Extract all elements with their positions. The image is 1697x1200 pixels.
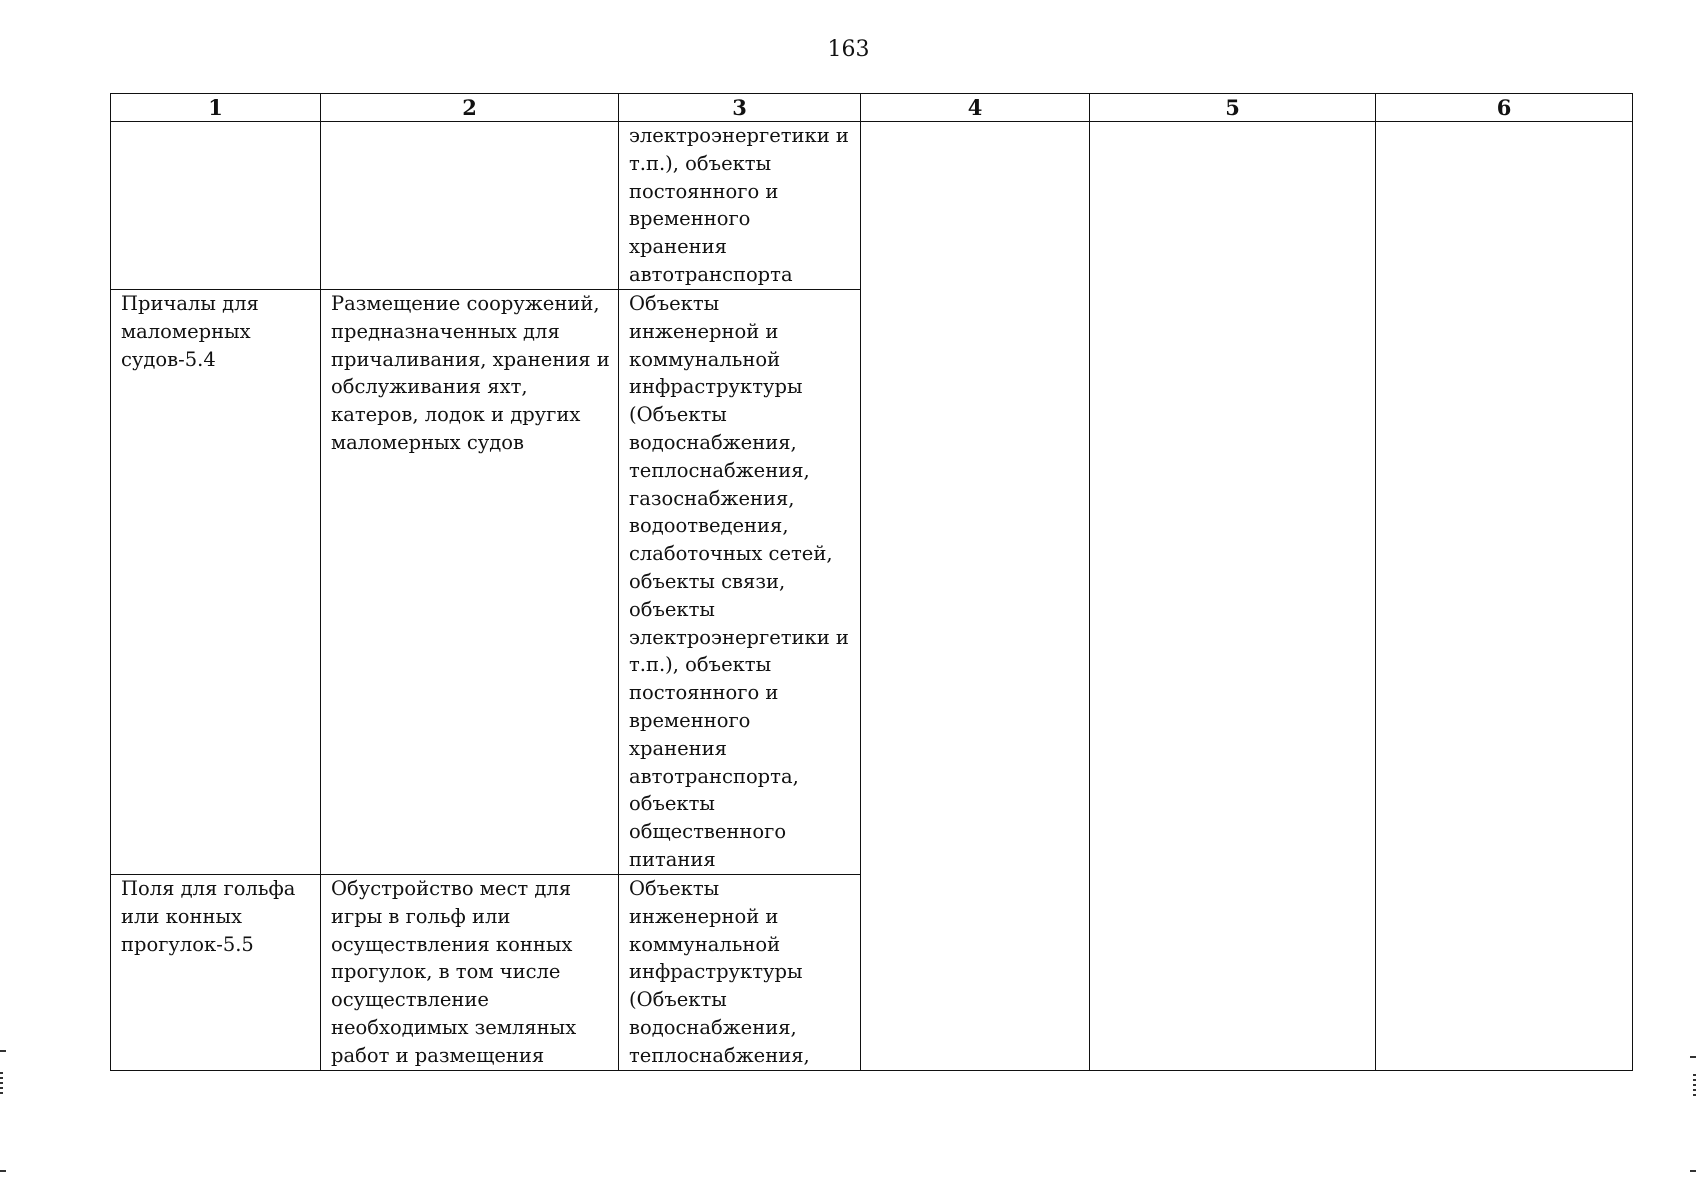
table-cell-auxiliary-objects: электроэнергетики и т.п.), объекты постоянного и временного хранения автотранспорта [619,122,861,290]
header-row [111,94,1633,122]
table-cell-description [321,122,619,290]
table-row [111,122,1633,290]
column-header-6: 6 [1376,94,1633,122]
column-header-5: 5 [1090,94,1376,122]
table-cell-name: Причалы для маломерных судов-5.4 [111,290,321,875]
table-cell-column-6 [1376,122,1633,1071]
column-header-3: 3 [619,94,861,122]
table-cell-description: Обустройство мест для игры в гольф или осуществления конных прогулок, в том числе осуществление необходимых земляных работ и размещения [321,875,619,1071]
table-cell-name [111,122,321,290]
table-cell-column-4 [861,122,1090,1071]
column-header-1: 1 [111,94,321,122]
scan-edge-mark-right [1690,1056,1696,1058]
page-number: 163 [827,37,870,62]
scan-edge-mark-left [0,1170,6,1172]
scan-edge-mark-left [0,1072,3,1096]
table-cell-auxiliary-objects: Объекты инженерной и коммунальной инфраструктуры (Объекты водоснабжения, теплоснабжения, [619,875,861,1071]
scan-edge-mark-left [0,1050,6,1052]
column-header-2: 2 [321,94,619,122]
scan-edge-mark-right [1690,1170,1696,1172]
table-cell-column-5 [1090,122,1376,1071]
scan-edge-mark-right [1693,1074,1696,1098]
document-table [110,93,1633,1071]
column-header-4: 4 [861,94,1090,122]
table-cell-name: Поля для гольфа или конных прогулок-5.5 [111,875,321,1071]
table-cell-description: Размещение сооружений, предназначенных для причаливания, хранения и обслуживания яхт, катеров, лодок и других маломерных судов [321,290,619,875]
table-cell-auxiliary-objects: Объекты инженерной и коммунальной инфраструктуры (Объекты водоснабжения, теплоснабжения, газоснабжения, водоотведения, слаботочных сетей, объекты связи, объекты электроэнергетики и т.п.), объекты постоянного и временного хранения автотранспорта, объекты общественного питания [619,290,861,875]
